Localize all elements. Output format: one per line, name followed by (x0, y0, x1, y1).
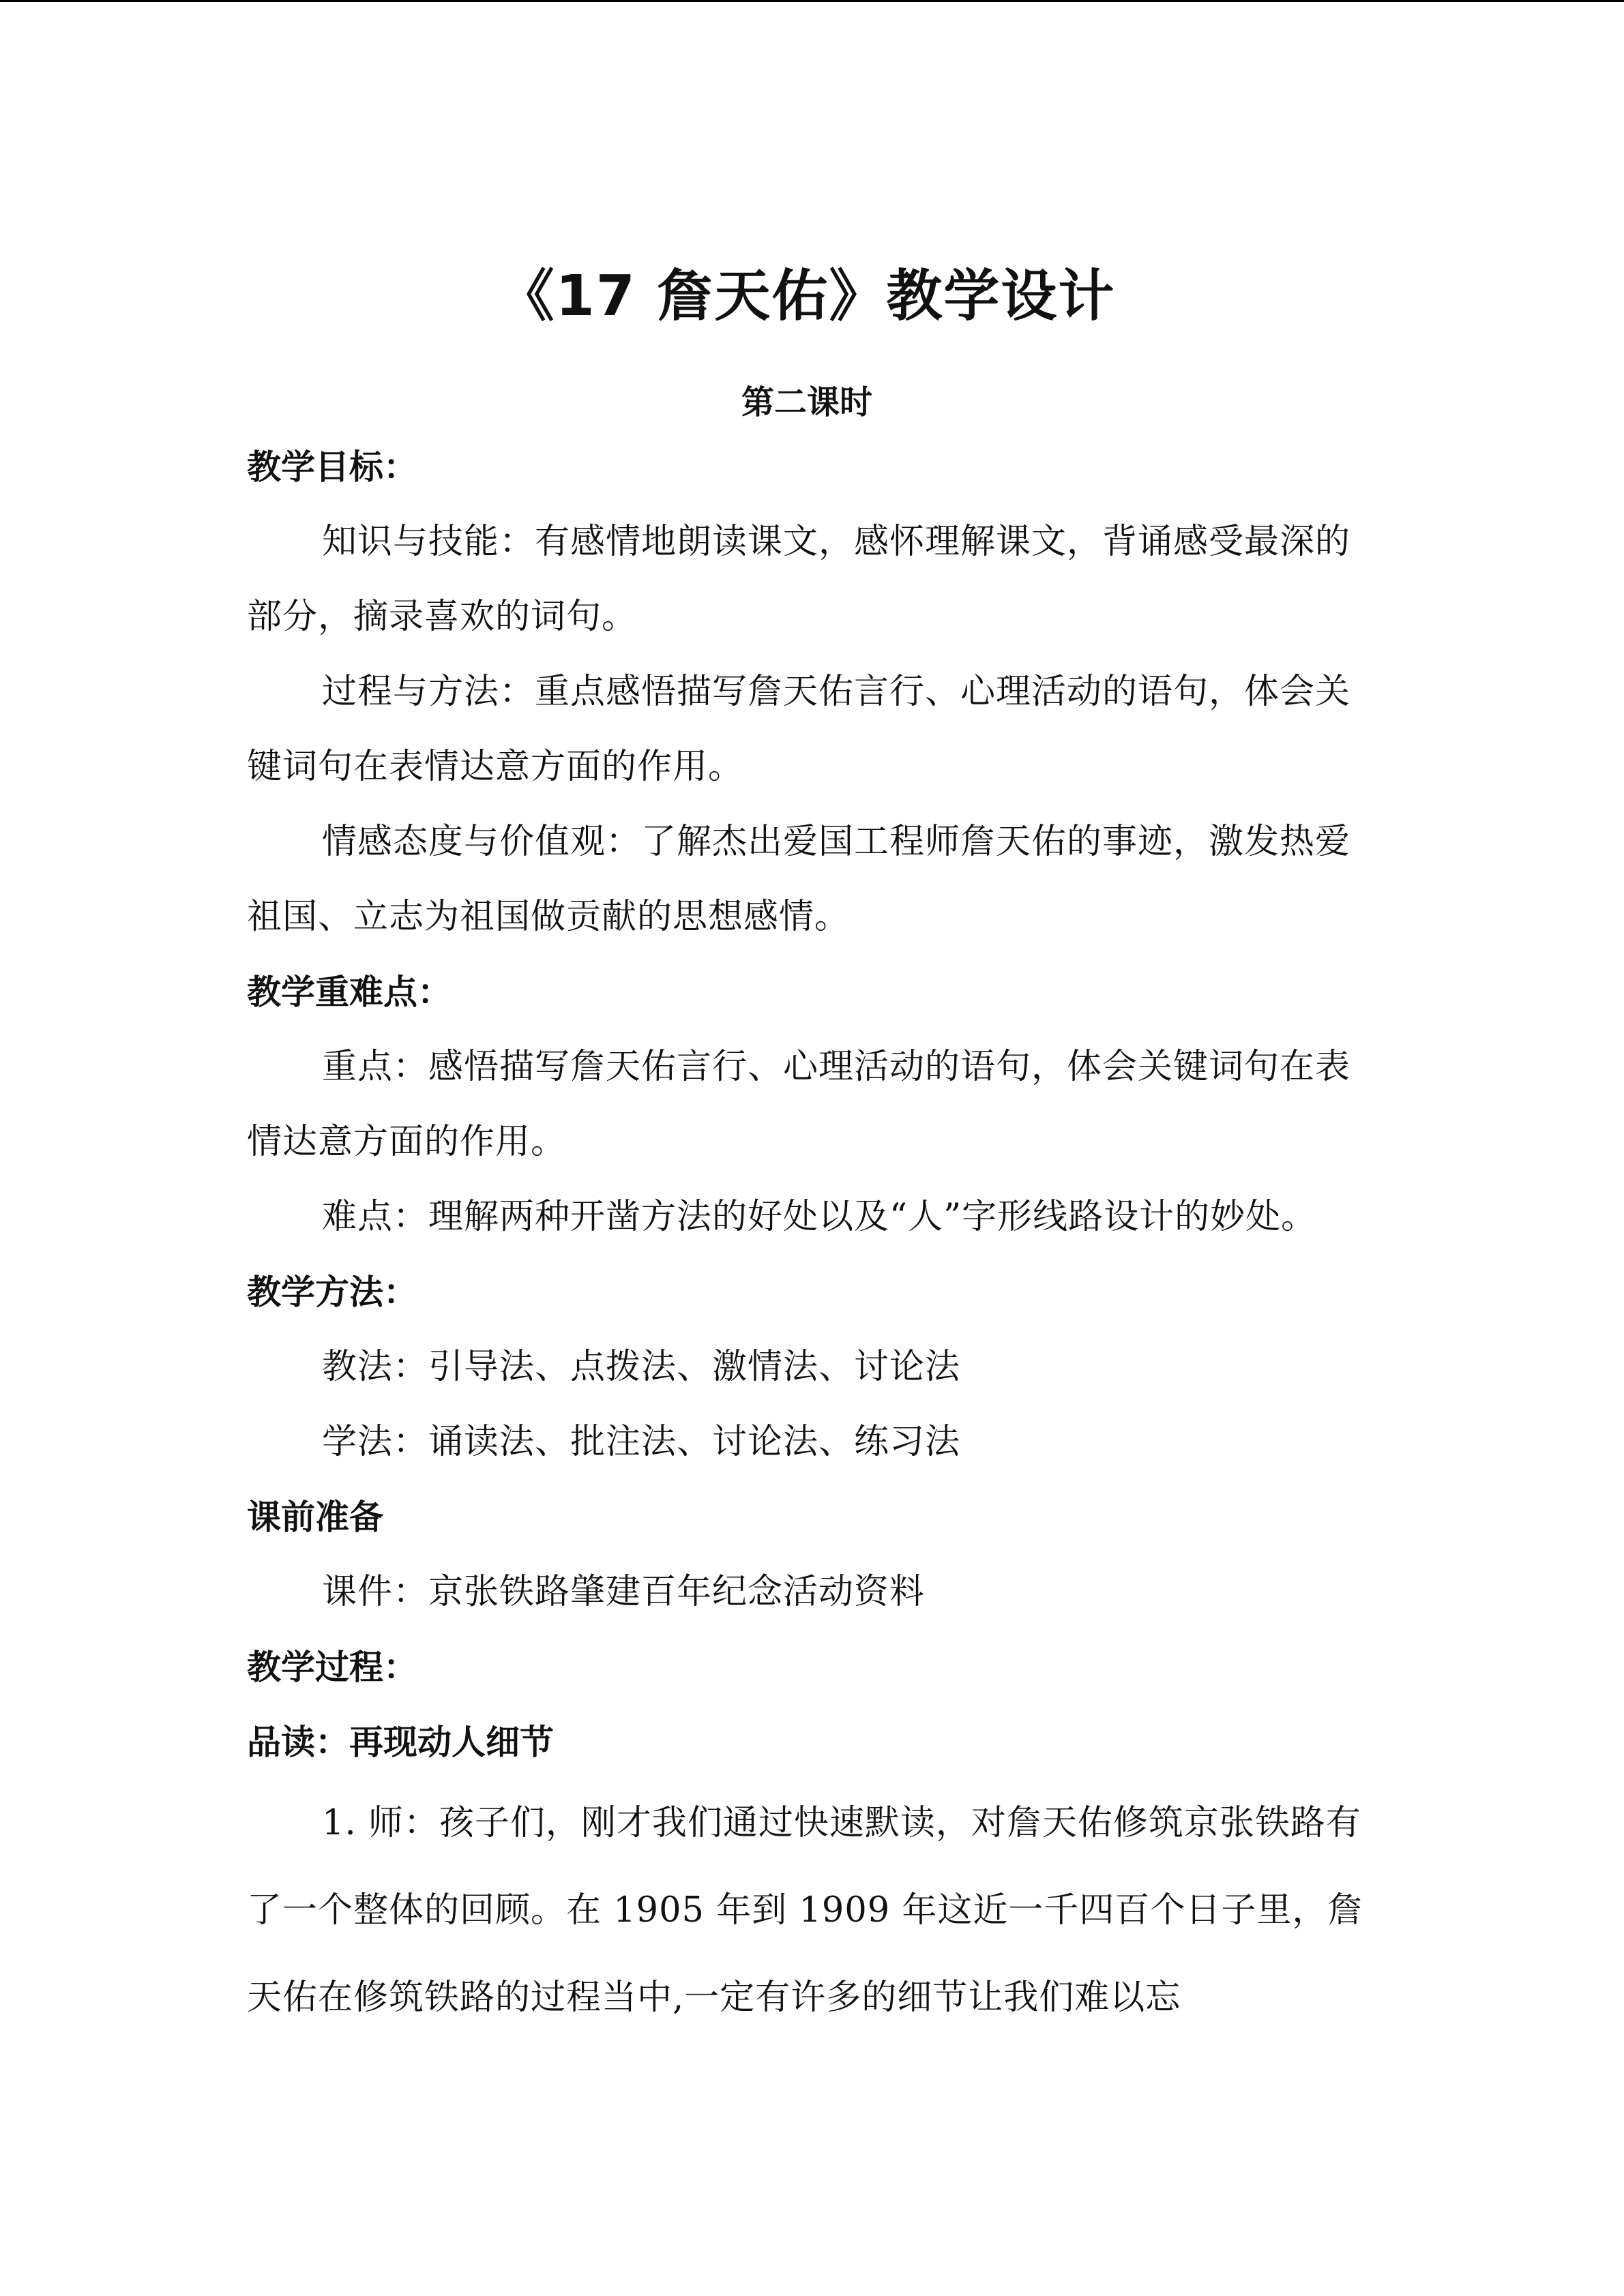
objectives-heading: 教学目标： (247, 447, 417, 487)
objective-emotion: 情感态度与价值观：了解杰出爱国工程师詹天佑的事迹，激发热爱祖国、立志为祖国做贡献的思想感情。 (247, 822, 1351, 937)
document-page (247, 245, 1367, 2042)
objective-process: 过程与方法：重点感悟描写詹天佑言行、心理活动的语句，体会关键词句在表情达意方面的作用。 (247, 672, 1351, 787)
key-point-focus: 重点：感悟描写詹天佑言行、心理活动的语句，体会关键词句在表情达意方面的作用。 (247, 1047, 1351, 1162)
objective-knowledge: 知识与技能：有感情地朗读课文，感怀理解课文，背诵感受最深的部分，摘录喜欢的词句。 (247, 522, 1351, 637)
key-point-difficulty: 难点：理解两种开凿方法的好处以及“人”字形线路设计的妙处。 (322, 1197, 1317, 1237)
process-step-1: 1. 师：孩子们，刚才我们通过快速默读，对詹天佑修筑京张铁路有了一个整体的回顾。在 1905 年到 1909 年这近一千四百个日子里，詹天佑在修筑铁路的过程当中,一定有许多的细节让我们难以忘 (247, 1803, 1363, 2018)
lesson-subtitle: 第二课时 (741, 383, 872, 421)
learning-methods: 学法：诵读法、批注法、讨论法、练习法 (322, 1422, 961, 1462)
process-heading: 教学过程： (247, 1648, 417, 1687)
process-step-heading: 品读：再现动人细节 (247, 1723, 554, 1762)
teaching-methods: 教法：引导法、点拨法、激情法、讨论法 (322, 1347, 961, 1387)
page-top-border (0, 0, 1624, 2)
preparation-heading: 课前准备 (247, 1497, 383, 1537)
key-points-heading: 教学重难点： (247, 972, 452, 1012)
preparation-courseware: 课件：京张铁路肇建百年纪念活动资料 (322, 1572, 926, 1612)
methods-heading: 教学方法： (247, 1272, 417, 1312)
document-title: 《17 詹天佑》教学设计 (498, 264, 1116, 329)
